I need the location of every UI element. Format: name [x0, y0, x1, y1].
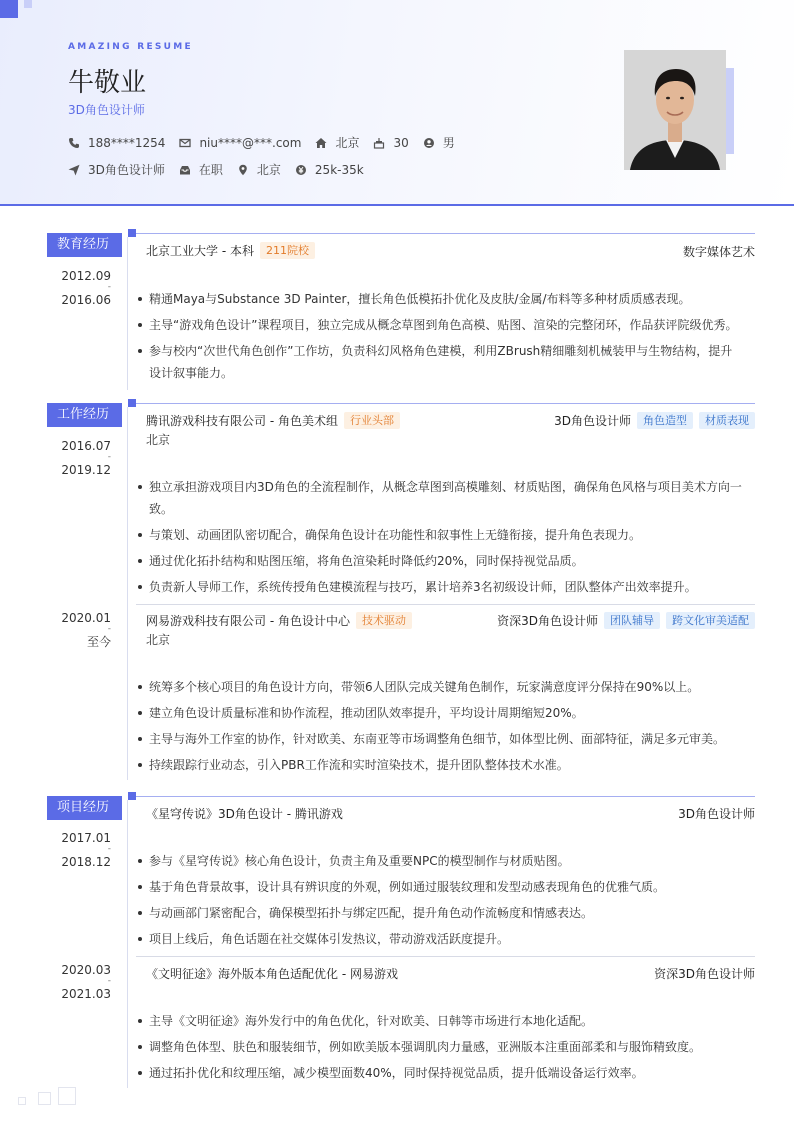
school-text: 北京工业大学 - 本科 — [146, 244, 254, 258]
list-item: 建立角色设计质量标准和协作流程，推动团队效率提升，平均设计周期缩短20%。 — [138, 702, 744, 724]
phone-text: 188****1254 — [88, 135, 166, 150]
list-item: 独立承担游戏项目内3D角色的全流程制作，从概念草图到高模雕刻、材质贴图，确保角色风格与项目美术方向一致。 — [138, 476, 744, 520]
education-bullets — [138, 288, 744, 388]
resume-tagline: AMAZING RESUME — [68, 42, 193, 52]
project2-bullets — [138, 1010, 744, 1088]
phone-icon — [68, 137, 80, 149]
date-dash: - — [107, 976, 111, 986]
entry-separator — [136, 604, 755, 605]
project1-end-date: 2018.12 — [61, 855, 111, 869]
project2-start-date: 2020.03 — [61, 963, 111, 977]
project1-role: 3D角色设计师 — [678, 807, 755, 821]
date-dash: - — [107, 282, 111, 292]
send-icon — [68, 164, 80, 176]
section-marker — [128, 399, 136, 407]
project1-name — [146, 805, 343, 822]
status-text: 在职 — [198, 163, 223, 177]
project2-end-date: 2021.03 — [61, 987, 111, 1001]
info-age — [373, 136, 408, 150]
school-tag: 211院校 — [260, 242, 315, 259]
corner-decoration — [38, 1092, 51, 1105]
work-heading: 工作经历 — [47, 403, 119, 427]
list-item: 主导“游戏角色设计”课程项目，独立完成从概念草图到角色高模、贴图、渲染的完整闭环，作品获评院级优秀。 — [138, 314, 744, 336]
job-intent-row — [68, 161, 378, 178]
list-item: 通过拓扑优化和纹理压缩，减少模型面数40%，同时保持视觉品质，提升低端设备运行效率。 — [138, 1062, 744, 1084]
date-dash: - — [107, 624, 111, 634]
company-tag: 行业头部 — [344, 412, 400, 429]
corner-decoration-small — [24, 0, 32, 8]
list-item: 参与《星穹传说》核心角色设计，负责主角及重要NPC的模型制作与材质贴图。 — [138, 850, 744, 872]
list-item: 调整角色体型、肤色和服装细节，例如欧美版本强调肌肉力量感，亚洲版本注重面部柔和与服饰精致度。 — [138, 1036, 744, 1058]
list-item: 精通Maya与Substance 3D Painter，擅长角色低模拓扑优化及皮肤/金属/布料等多种材质质感表现。 — [138, 288, 744, 310]
email-text: niu****@***.com — [199, 135, 302, 150]
candidate-name: 牛敬业 — [68, 68, 147, 98]
gender-text: 男 — [442, 136, 455, 150]
inbox-icon — [179, 164, 191, 176]
timeline-line — [127, 800, 128, 1088]
profile-photo — [624, 50, 726, 170]
work2-location: 北京 — [146, 633, 171, 647]
timeline-line — [127, 237, 128, 390]
list-item: 与策划、动画团队密切配合，确保角色设计在功能性和叙事性上无缝衔接，提升角色表现力。 — [138, 524, 744, 546]
corner-decoration — [58, 1087, 76, 1105]
list-item: 负责新人导师工作，系统传授角色建模流程与技巧，累计培养3名初级设计师，团队整体产出效率提升。 — [138, 576, 744, 598]
work1-end-date: 2019.12 — [61, 463, 111, 477]
entry-separator — [136, 956, 755, 957]
role-text: 资深3D角色设计师 — [497, 614, 598, 628]
list-item: 持续跟踪行业动态，引入PBR工作流和实时渲染技术，提升团队整体技术水准。 — [138, 754, 744, 776]
cake-icon — [373, 137, 385, 149]
education-end-date: 2016.06 — [61, 293, 111, 307]
project1-bullets — [138, 850, 744, 954]
education-school — [146, 242, 315, 259]
skill-tag: 材质表现 — [699, 412, 755, 429]
project2-name — [146, 965, 398, 982]
location-pin-icon — [237, 164, 249, 176]
list-item: 通过优化拓扑结构和贴图压缩，将角色渲染耗时降低约20%，同时保持视觉品质。 — [138, 550, 744, 572]
list-item: 主导《文明征途》海外发行中的角色优化，针对欧美、日韩等市场进行本地化适配。 — [138, 1010, 744, 1032]
section-rule — [136, 796, 755, 797]
info-city — [237, 161, 281, 178]
work1-location: 北京 — [146, 433, 171, 447]
info-home — [315, 134, 359, 151]
info-gender — [423, 134, 455, 151]
list-item: 基于角色背景故事，设计具有辨识度的外观，例如通过服装纹理和发型动感表现角色的优雅气质。 — [138, 876, 744, 898]
date-dash: - — [107, 844, 111, 854]
resume-header — [0, 0, 794, 206]
work1-start-date: 2016.07 — [61, 439, 111, 453]
mail-icon — [179, 137, 191, 149]
age-text: 30 — [393, 135, 409, 150]
education-major: 数字媒体艺术 — [682, 245, 755, 259]
contact-row — [68, 134, 469, 151]
company-text: 腾讯游戏科技有限公司 - 角色美术组 — [146, 414, 338, 428]
home-text: 北京 — [335, 136, 360, 150]
corner-decoration — [18, 1097, 26, 1105]
work2-bullets — [138, 676, 744, 780]
salary-text: 25k-35k — [314, 162, 364, 177]
salary-icon — [295, 164, 307, 176]
work1-bullets — [138, 476, 744, 602]
company-tag: 技术驱动 — [356, 612, 412, 629]
timeline-line — [127, 407, 128, 780]
project1-start-date: 2017.01 — [61, 831, 111, 845]
project2-role: 资深3D角色设计师 — [654, 967, 755, 981]
list-item: 与动画部门紧密配合，确保模型拓扑与绑定匹配，提升角色动作流畅度和情感表达。 — [138, 902, 744, 924]
section-rule — [136, 233, 755, 234]
project-text: 《文明征途》海外版本角色适配优化 - 网易游戏 — [146, 967, 398, 981]
skill-tag: 跨文化审美适配 — [666, 612, 755, 629]
education-start-date: 2012.09 — [61, 269, 111, 283]
candidate-title: 3D角色设计师 — [68, 103, 145, 117]
city-text: 北京 — [256, 163, 281, 177]
info-position — [68, 161, 165, 178]
corner-decoration — [0, 0, 18, 18]
company-text: 网易游戏科技有限公司 - 角色设计中心 — [146, 614, 350, 628]
role-text: 3D角色设计师 — [554, 414, 631, 428]
work2-company — [146, 612, 412, 629]
work2-role — [497, 612, 755, 629]
section-rule — [136, 403, 755, 404]
section-marker — [128, 229, 136, 237]
info-salary — [295, 163, 364, 177]
list-item: 参与校内“次世代角色创作”工作坊，负责科幻风格角色建模，利用ZBrush精细雕刻机械装甲与生物结构，提升设计叙事能力。 — [138, 340, 744, 384]
project-text: 《星穹传说》3D角色设计 - 腾讯游戏 — [146, 807, 343, 821]
list-item: 统筹多个核心项目的角色设计方向，带领6人团队完成关键角色制作，玩家满意度评分保持在90%以上。 — [138, 676, 744, 698]
info-email — [179, 136, 301, 150]
list-item: 主导与海外工作室的协作，针对欧美、东南亚等市场调整角色细节，如体型比例、面部特征，满足多元审美。 — [138, 728, 744, 750]
list-item: 项目上线后，角色话题在社交媒体引发热议，带动游戏活跃度提升。 — [138, 928, 744, 950]
education-heading: 教育经历 — [47, 233, 119, 257]
skill-tag: 角色造型 — [637, 412, 693, 429]
date-dash: - — [107, 452, 111, 462]
home-icon — [315, 137, 327, 149]
person-icon — [423, 137, 435, 149]
skill-tag: 团队辅导 — [604, 612, 660, 629]
info-status — [179, 161, 223, 178]
portrait-image — [624, 50, 726, 170]
section-marker — [128, 792, 136, 800]
work1-company — [146, 412, 400, 429]
work2-end-date: 至今 — [86, 635, 111, 649]
work2-start-date: 2020.01 — [61, 611, 111, 625]
work1-role — [554, 412, 755, 429]
info-phone — [68, 136, 165, 150]
projects-heading: 项目经历 — [47, 796, 119, 820]
position-text: 3D角色设计师 — [88, 163, 165, 177]
